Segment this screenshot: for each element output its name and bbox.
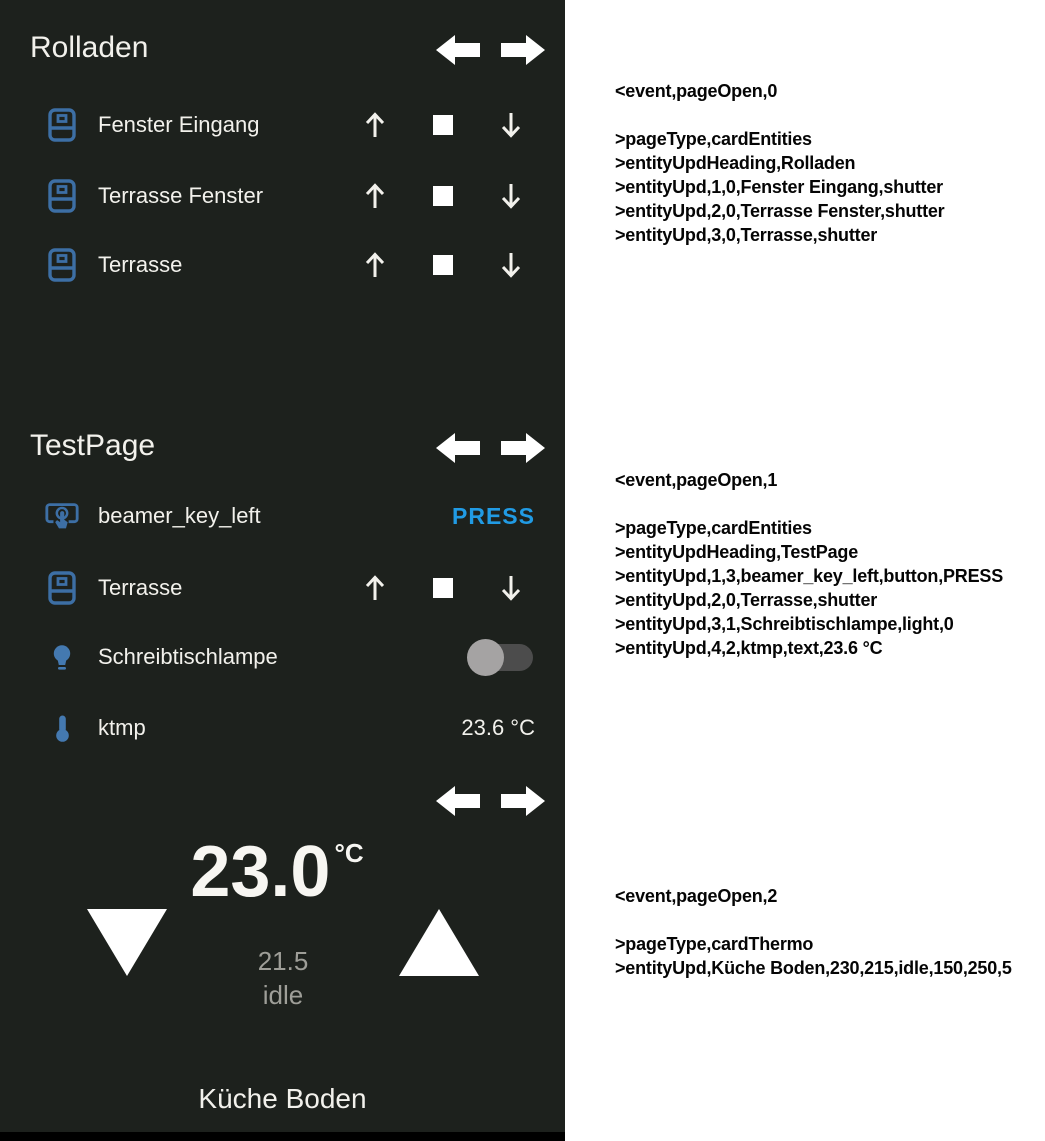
entity-row-shutter <box>44 562 535 614</box>
entity-row-shutter <box>44 99 535 151</box>
shutter-up-button[interactable] <box>363 110 387 140</box>
card-heading: TestPage <box>30 429 156 462</box>
entity-row-button <box>44 490 535 542</box>
log-line: >entityUpd,1,3,beamer_key_left,button,PRESS <box>615 566 1004 586</box>
lightbulb-icon <box>44 644 80 671</box>
entity-value: 23.6 °C <box>461 715 535 740</box>
nav-prev-button[interactable] <box>436 430 480 466</box>
window-shutter-icon <box>44 108 80 142</box>
serial-log-block-1 <box>615 81 1043 249</box>
arrow-left-icon <box>436 32 480 68</box>
log-line: >pageType,cardThermo <box>615 934 814 954</box>
entity-row-shutter <box>44 170 535 222</box>
shutter-down-button[interactable] <box>499 573 523 603</box>
entity-label: beamer_key_left <box>98 503 261 528</box>
thermometer-icon <box>44 714 80 743</box>
nav-next-button[interactable] <box>501 783 545 819</box>
thermo-title: Küche Boden <box>198 1083 367 1114</box>
light-toggle-off[interactable] <box>471 644 533 671</box>
card-rolladen <box>0 0 565 414</box>
panel-bottom-bar <box>0 1132 565 1141</box>
entity-label: Terrasse <box>98 252 183 277</box>
hvac-status: idle <box>262 980 304 1010</box>
card-heading: Rolladen <box>30 31 149 64</box>
up-arrow-icon <box>363 573 387 603</box>
serial-log-block-2 <box>615 470 1043 662</box>
nav-prev-button[interactable] <box>436 783 480 819</box>
log-line <box>615 105 1043 129</box>
temperature-unit: °C <box>334 838 364 868</box>
shutter-up-button[interactable] <box>363 573 387 603</box>
arrow-right-icon <box>501 783 545 819</box>
log-line <box>615 910 1043 934</box>
log-line <box>615 494 1043 518</box>
serial-log-block-3 <box>615 886 1043 982</box>
triangle-up-icon <box>399 909 479 976</box>
shutter-stop-button[interactable] <box>433 578 453 598</box>
down-arrow-icon <box>499 250 523 280</box>
log-line: >entityUpdHeading,Rolladen <box>615 153 856 173</box>
arrow-right-icon <box>501 430 545 466</box>
shutter-up-button[interactable] <box>363 250 387 280</box>
shutter-down-button[interactable] <box>499 181 523 211</box>
shutter-down-button[interactable] <box>499 110 523 140</box>
current-temperature-value: 23.0 <box>190 832 331 912</box>
log-line: >entityUpd,4,2,ktmp,text,23.6 °C <box>615 638 883 658</box>
shutter-up-button[interactable] <box>363 181 387 211</box>
log-line: >pageType,cardEntities <box>615 129 812 149</box>
window-shutter-icon <box>44 571 80 605</box>
target-temperature: 21.5 <box>257 946 309 976</box>
down-arrow-icon <box>499 110 523 140</box>
nav-next-button[interactable] <box>501 430 545 466</box>
entity-label: Schreibtischlampe <box>98 644 278 669</box>
log-line: >entityUpdHeading,TestPage <box>615 542 859 562</box>
down-arrow-icon <box>499 573 523 603</box>
up-arrow-icon <box>363 110 387 140</box>
card-testpage <box>0 414 565 770</box>
entity-row-text <box>44 702 535 754</box>
entity-row-light <box>44 631 535 683</box>
thermo-temp-up-button[interactable] <box>399 909 479 981</box>
log-line: >entityUpd,3,1,Schreibtischlampe,light,0 <box>615 614 954 634</box>
up-arrow-icon <box>363 250 387 280</box>
arrow-right-icon <box>501 32 545 68</box>
log-line: <event,pageOpen,0 <box>615 81 778 101</box>
entity-label: Terrasse Fenster <box>98 183 264 208</box>
nav-next-button[interactable] <box>501 32 545 68</box>
thermo-temp-down-button[interactable] <box>87 909 167 981</box>
window-shutter-icon <box>44 248 80 282</box>
toggle-knob <box>467 639 504 676</box>
entity-label: Terrasse <box>98 575 183 600</box>
entity-row-shutter <box>44 239 535 291</box>
arrow-left-icon <box>436 430 480 466</box>
press-button[interactable]: PRESS <box>452 502 535 529</box>
shutter-stop-button[interactable] <box>433 255 453 275</box>
shutter-stop-button[interactable] <box>433 115 453 135</box>
entity-label: Fenster Eingang <box>98 112 260 137</box>
log-line: >pageType,cardEntities <box>615 518 812 538</box>
window-shutter-icon <box>44 179 80 213</box>
shutter-stop-button[interactable] <box>433 186 453 206</box>
entity-label: ktmp <box>98 715 146 740</box>
card-thermo <box>0 770 565 1128</box>
down-arrow-icon <box>499 181 523 211</box>
log-line: >entityUpd,2,0,Terrasse Fenster,shutter <box>615 201 945 221</box>
arrow-left-icon <box>436 783 480 819</box>
log-line: >entityUpd,1,0,Fenster Eingang,shutter <box>615 177 943 197</box>
current-temperature <box>127 832 427 912</box>
log-line: >entityUpd,Küche Boden,230,215,idle,150,250,5 <box>615 958 1012 978</box>
gesture-tap-button-icon <box>44 500 80 532</box>
triangle-down-icon <box>87 909 167 976</box>
log-line: >entityUpd,3,0,Terrasse,shutter <box>615 225 878 245</box>
nav-prev-button[interactable] <box>436 32 480 68</box>
log-line: <event,pageOpen,2 <box>615 886 778 906</box>
log-line: >entityUpd,2,0,Terrasse,shutter <box>615 590 878 610</box>
log-line: <event,pageOpen,1 <box>615 470 778 490</box>
up-arrow-icon <box>363 181 387 211</box>
shutter-down-button[interactable] <box>499 250 523 280</box>
